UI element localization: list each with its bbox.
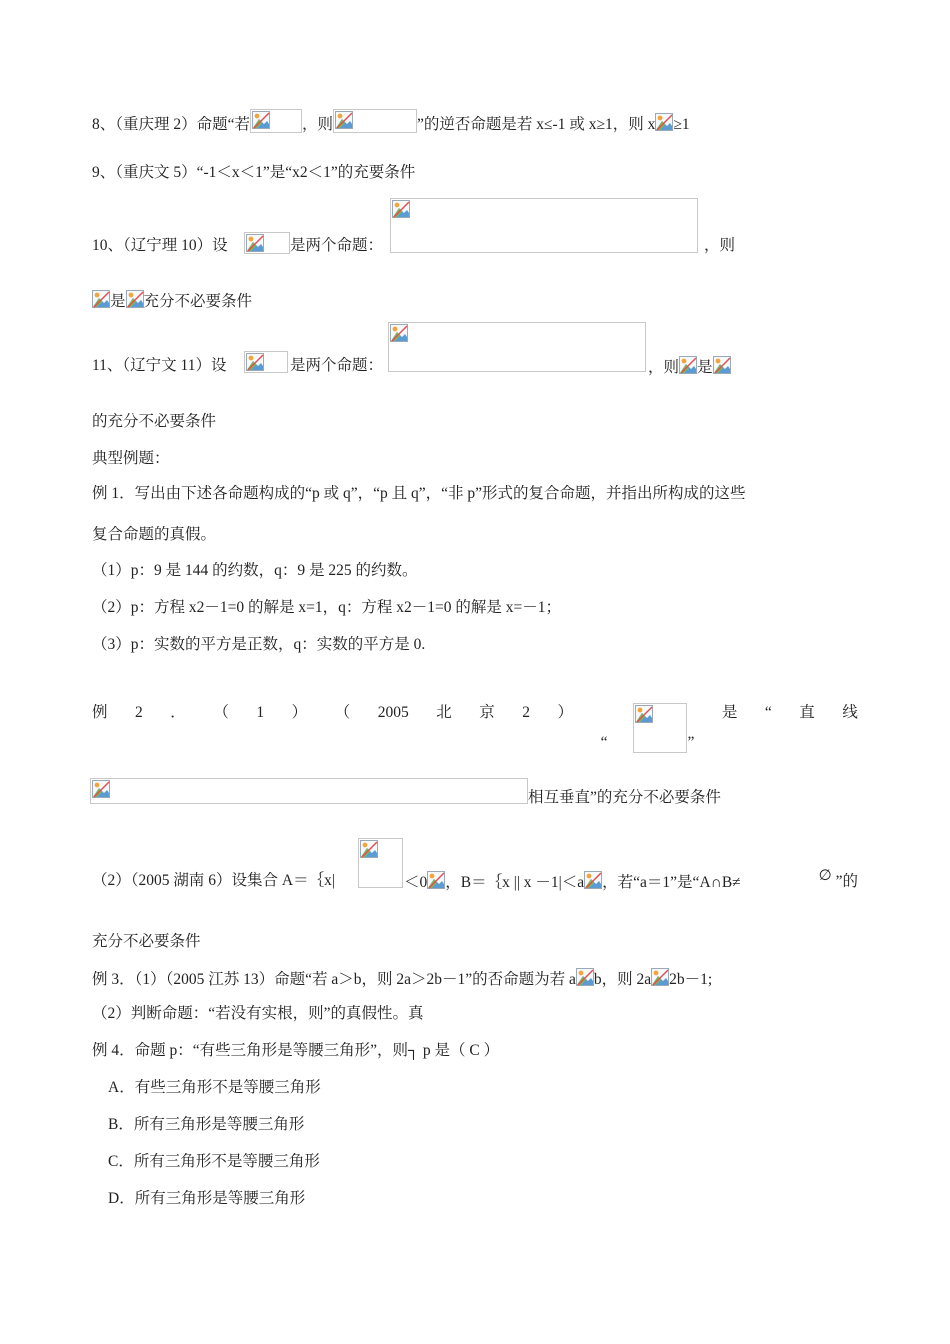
section-heading xyxy=(92,449,170,469)
broken-image-icon xyxy=(651,968,669,988)
q8-text-c: ”的逆否命题是若 x≤-1 或 x≥1，则 x xyxy=(417,116,656,133)
broken-image-icon xyxy=(90,778,528,804)
broken-image-icon xyxy=(333,109,417,133)
q11-text-e: 的充分不必要条件 xyxy=(92,413,217,430)
ex3-p2-text: （2）判断命题：“若没有实根，则”的真假性。真 xyxy=(92,1005,424,1022)
ex4-option-b xyxy=(108,1115,304,1135)
broken-image-icon xyxy=(358,838,403,888)
ex2-token: （ xyxy=(213,704,229,721)
broken-image-icon xyxy=(679,356,697,376)
q10-text-c: ，则 xyxy=(704,237,736,254)
ex3-text-c: 2b－1; xyxy=(669,971,713,988)
heading-text: 典型例题： xyxy=(92,450,170,467)
q10-text-b: 是两个命题： xyxy=(290,237,384,254)
ex2-token: ） xyxy=(557,704,574,721)
q8-text-b: ，则 xyxy=(302,116,334,133)
ex2-token: “ xyxy=(600,734,608,751)
broken-image-icon xyxy=(126,290,144,310)
ex2-token: 线 xyxy=(842,704,858,721)
option-text: B．所有三角形是等腰三角形 xyxy=(108,1116,305,1133)
ex2-p2-text-f: 充分不必要条件 xyxy=(92,933,201,950)
ex2-token: 2 xyxy=(522,704,531,721)
q11-text-c: ，则 xyxy=(648,359,680,376)
ex2-token: ） xyxy=(291,704,308,721)
broken-image-icon xyxy=(655,113,673,133)
ex1-item-1 xyxy=(92,561,418,581)
q11-line2 xyxy=(92,412,216,432)
ex2-token: 直 xyxy=(799,704,815,721)
broken-image-icon xyxy=(244,232,290,254)
empty-set-symbol: ∅ xyxy=(818,866,832,884)
option-text: A．有些三角形不是等腰三角形 xyxy=(108,1079,321,1096)
ex1-intro-a xyxy=(92,484,746,504)
ex2-token: 2005 xyxy=(377,704,409,721)
ex2-token: “ xyxy=(764,704,772,721)
broken-image-icon xyxy=(576,968,594,988)
ex2-token: 1 xyxy=(256,704,265,721)
ex1-intro-b-text: 复合命题的真假。 xyxy=(92,526,217,543)
ex1-item-1-text: （1）p：9 是 144 的约数，q：9 是 225 的约数。 xyxy=(92,562,418,579)
ex3-text-a: 例 3．（1）（2005 江苏 13）命题“若 a＞b，则 2a＞2b－1”的否命题为若 a xyxy=(92,971,576,988)
ex1-item-3 xyxy=(92,635,425,655)
ex1-item-3-text: （3）p：实数的平方是正数，q：实数的平方是 0. xyxy=(92,636,426,653)
q8-text-d: ≥1 xyxy=(673,116,690,133)
ex4-option-d xyxy=(108,1189,305,1209)
ex2-p2-text-d: ，若“a＝1”是“A∩B≠ xyxy=(602,874,741,891)
ex4-option-c xyxy=(108,1152,320,1172)
q10-text-a: 10、（辽宁理 10）设 xyxy=(92,237,228,254)
ex2-part2-cont xyxy=(92,932,201,952)
broken-image-icon xyxy=(250,109,302,133)
ex2-p2-text-b: ＜0 xyxy=(404,874,428,891)
q11-text-d: 是 xyxy=(697,359,713,376)
option-text: D．所有三角形是等腰三角形 xyxy=(108,1190,306,1207)
ex2-token: 京 xyxy=(479,704,495,721)
ex4-question-text: 例 4．命题 p：“有些三角形是等腰三角形”，则┐ p 是（ C ） xyxy=(92,1042,500,1059)
ex2-p2-text-e: ”的 xyxy=(835,873,858,890)
ex2-token: 是 xyxy=(721,704,738,721)
option-text: C．所有三角形不是等腰三角形 xyxy=(108,1153,320,1170)
ex1-intro-b xyxy=(92,525,216,545)
broken-image-icon xyxy=(92,290,110,310)
ex4-question xyxy=(92,1041,499,1061)
ex2-quoted-image xyxy=(601,703,695,753)
ex2-line1 xyxy=(92,703,858,753)
ex2-p2-text-a: （2）（2005 湖南 6）设集合 A＝｛x| xyxy=(92,872,335,889)
ex4-option-a xyxy=(108,1078,321,1098)
q10-text-e: 充分不必要条件 xyxy=(143,293,253,310)
broken-image-icon xyxy=(633,703,687,753)
broken-image-icon xyxy=(244,351,288,373)
q10-line2 xyxy=(92,290,252,312)
ex2-token: ． xyxy=(170,704,186,721)
broken-image-icon xyxy=(713,356,731,376)
ex3-line1 xyxy=(92,968,712,990)
q8-text-a: 8、（重庆理 2）命题“若 xyxy=(92,116,251,133)
ex1-item-2-text: （2）p：方程 x2－1=0 的解是 x=1，q：方程 x2－1=0 的解是 x=－1； xyxy=(92,599,561,616)
ex2-token: 北 xyxy=(436,704,452,721)
ex2-line2-text: 相互垂直”的充分不必要条件 xyxy=(528,789,721,806)
q9-text: 9、（重庆文 5）“-1＜x＜1”是“x2＜1”的充要条件 xyxy=(92,164,416,181)
broken-image-icon xyxy=(390,198,698,253)
ex3-text-b: b，则 2a xyxy=(593,971,652,988)
ex2-token: 例 xyxy=(92,704,108,721)
q8-line xyxy=(92,109,690,135)
ex2-token: 2 xyxy=(135,704,143,721)
broken-image-icon xyxy=(584,871,602,891)
ex2-p2-text-c: ，B＝｛x || x －1|＜a xyxy=(445,874,585,891)
q10-text-d: 是 xyxy=(110,293,126,310)
q11-text-a: 11、（辽宁文 11）设 xyxy=(92,357,227,374)
ex3-line2 xyxy=(92,1004,424,1024)
ex1-intro-a-text: 例 1．写出由下述各命题构成的“p 或 q”，“p 且 q”，“非 p”形式的复合命题，并指出所构成的这些 xyxy=(92,485,746,502)
ex2-token: ” xyxy=(687,734,695,751)
broken-image-icon xyxy=(388,322,646,372)
ex2-token: （ xyxy=(334,704,351,721)
q9-line xyxy=(92,163,415,183)
broken-image-icon xyxy=(427,871,445,891)
ex2-part2 xyxy=(92,838,858,890)
q11-text-b: 是两个命题： xyxy=(290,357,384,374)
ex1-item-2 xyxy=(92,598,561,618)
